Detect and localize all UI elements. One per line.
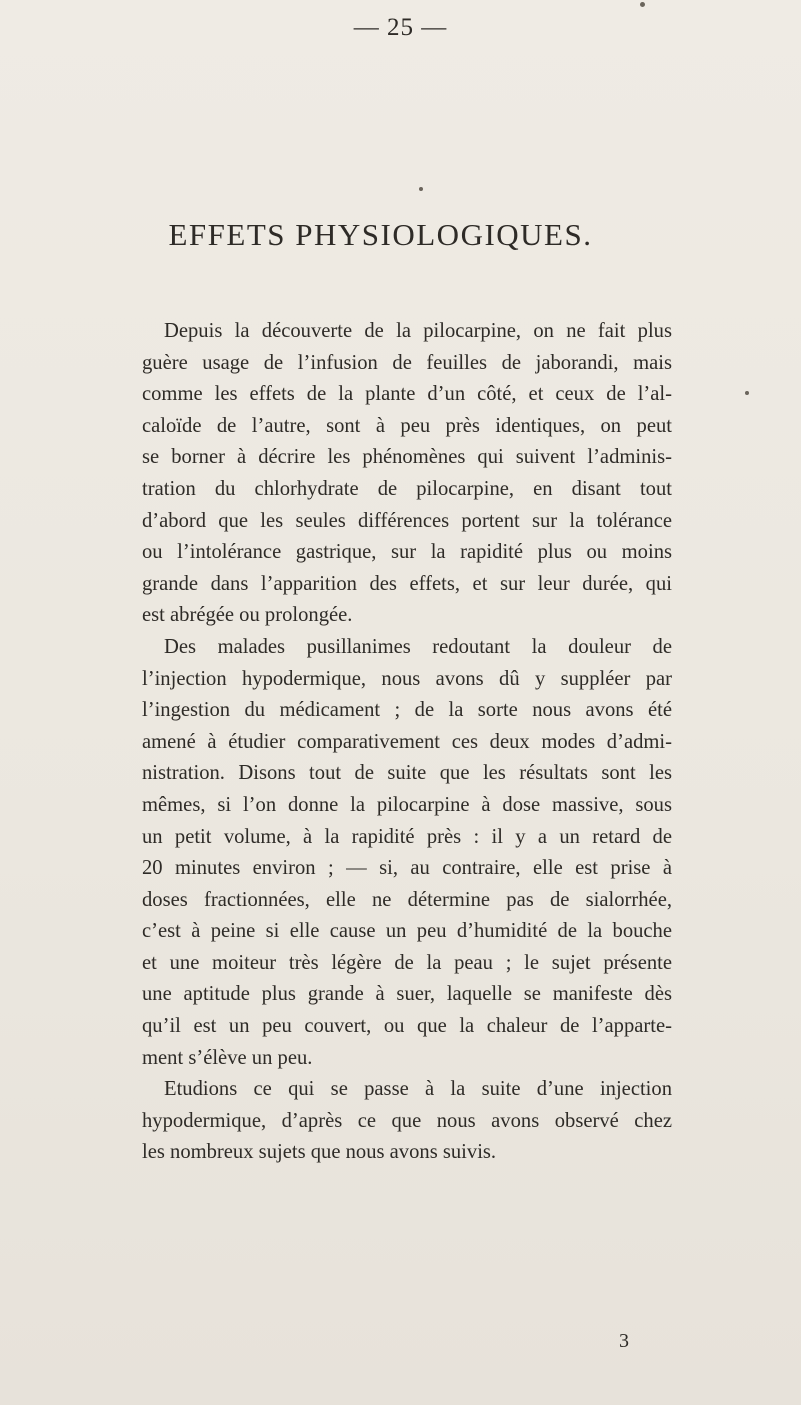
text-line: se borner à décrire les phénomènes qui suivent l’adminis- [142,446,672,469]
paper-speck [640,2,645,7]
text-line: l’ingestion du médicament ; de la sorte nous avons été [142,699,672,722]
text-line: l’injection hypodermique, nous avons dû y suppléer par [142,667,672,690]
text-line: qu’il est un peu couvert, ou que la chaleur de l’apparte- [142,1015,672,1038]
text-line: d’abord que les seules différences portent sur la tolérance [142,509,672,532]
text-line: Etudions ce qui se passe à la suite d’une injection [164,1078,672,1101]
paragraph [142,632,672,1074]
text-line: mêmes, si l’on donne la pilocarpine à dose massive, sous [142,793,672,816]
text-line: comme les effets de la plante d’un côté, et ceux de l’al- [142,383,672,406]
text-line: est abrégée ou prolongée. [142,604,353,627]
text-line: c’est à peine si elle cause un peu d’humidité de la bouche [142,920,672,943]
text-line: caloïde de l’autre, sont à peu près identiques, on peut [142,414,672,437]
text-line: les nombreux sujets que nous avons suivis. [142,1141,497,1164]
text-line: ou l’intolérance gastrique, sur la rapidité plus ou moins [142,541,672,564]
paragraph [142,316,672,632]
text-line: amené à étudier comparativement ces deux modes d’admi- [142,730,672,753]
paragraph [142,1074,672,1169]
text-line: un petit volume, à la rapidité près : il y a un retard de [142,825,672,848]
text-line: nistration. Disons tout de suite que les résultats sont les [142,762,672,785]
text-line: une aptitude plus grande à suer, laquelle se manifeste dès [142,983,672,1006]
text-line: tration du chlorhydrate de pilocarpine, en disant tout [142,477,672,500]
text-line: hypodermique, d’après ce que nous avons observé chez [142,1109,672,1132]
text-line: guère usage de l’infusion de feuilles de jaborandi, mais [142,351,672,374]
page-number: — 25 — [353,14,448,41]
paper-speck [419,187,423,191]
text-line: Des malades pusillanimes redoutant la douleur de [164,635,672,658]
signature-mark: 3 [619,1330,629,1352]
text-line: Depuis la découverte de la pilocarpine, on ne fait plus [164,320,672,342]
text-line: ment s’élève un peu. [142,1046,313,1069]
text-line: et une moiteur très légère de la peau ; le sujet présente [142,951,672,974]
section-heading: EFFETS PHYSIOLOGIQUES. [168,217,593,252]
paper-speck [745,391,749,395]
text-line: 20 minutes environ ; — si, au contraire, elle est prise à [142,857,672,880]
text-line: grande dans l’apparition des effets, et sur leur durée, qui [142,572,672,595]
text-line: doses fractionnées, elle ne détermine pas de sialorrhée, [142,888,672,911]
body-text [142,316,672,1169]
